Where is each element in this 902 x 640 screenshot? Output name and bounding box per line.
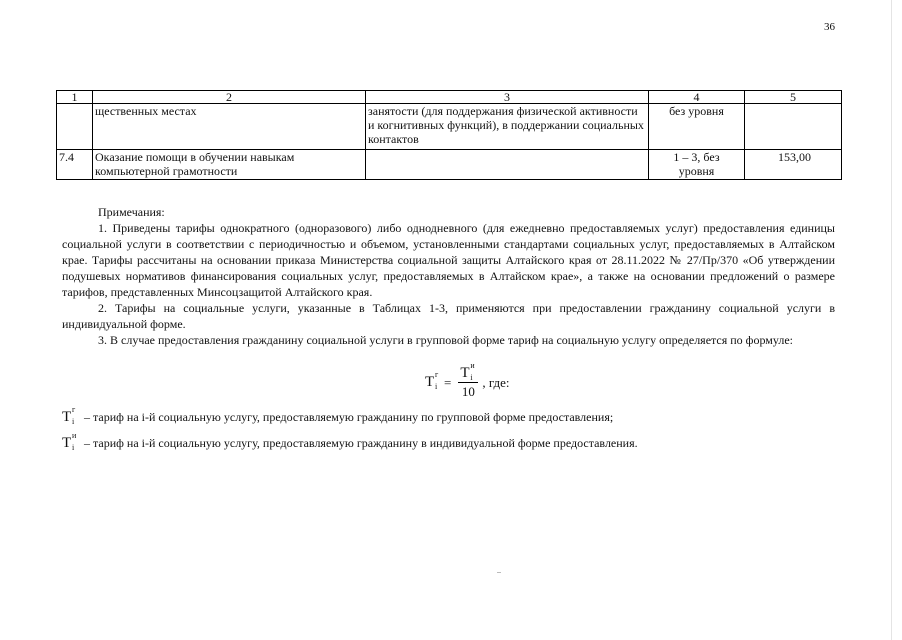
service-name-cell: щественных местах [93, 104, 366, 150]
notes-section [62, 204, 835, 348]
definition-individual-tariff [62, 430, 638, 452]
row-number-cell: 7.4 [57, 150, 93, 180]
row-number-cell [57, 104, 93, 150]
service-level-cell: без уровня [649, 104, 745, 150]
note-paragraph-1: 1. Приведены тарифы однократного (одноразового) либо однодневного (для ежедневно предоставляемых услуг) предоставления единицы социальной услуги в соответствии с периодичностью и объемом, установленными стандартами социальных услуг, предоставляемых в Алтайском крае. Тарифы рассчитаны на основании приказа Министерства социальной защиты Алтайского края от 28.11.2022 № 27/Пр/370 «Об утверждении подушевых нормативов финансирования социальных услуг, предоставляемых в Алтайском крае», а также на основании предложений о размере тарифов, представленных Минсоцзащитой Алтайского края. [62, 221, 835, 299]
page-number: 36 [824, 21, 835, 33]
notes-heading: Примечания: [98, 205, 165, 219]
individual-tariff-symbol: T и i [62, 430, 77, 452]
service-content-cell [366, 150, 649, 180]
group-tariff-symbol: T г i [62, 404, 76, 426]
tariff-cell: 153,00 [745, 150, 842, 180]
formula-denominator: 10 [461, 384, 475, 399]
header-cell-3: 3 [366, 91, 649, 104]
scan-mark [497, 572, 501, 573]
tariff-formula [425, 361, 510, 400]
header-cell-2: 2 [93, 91, 366, 104]
definition-group-text: – тариф на i-й социальную услугу, предоставляемую гражданину по групповой форме предоставления; [84, 410, 614, 424]
header-cell-1: 1 [57, 91, 93, 104]
table-row [57, 104, 842, 150]
page-edge-line [891, 0, 892, 640]
individual-tariff-symbol: T и i [460, 361, 475, 382]
group-tariff-symbol: T г i [425, 370, 439, 391]
formula-suffix: , где: [482, 374, 510, 390]
definition-group-tariff [62, 404, 614, 426]
tariff-table [56, 90, 842, 180]
formula-fraction [458, 361, 478, 400]
service-name-cell: Оказание помощи в обучении навыкам компьютерной грамотности [93, 150, 366, 180]
table-row [57, 150, 842, 180]
table-header-row [57, 91, 842, 104]
service-level-cell: 1 – 3, без уровня [649, 150, 745, 180]
service-content-cell: занятости (для поддержания физической активности и когнитивных функций), в поддержании социальных контактов [366, 104, 649, 150]
header-cell-5: 5 [745, 91, 842, 104]
definition-individual-text: – тариф на i-й социальную услугу, предоставляемую гражданину в индивидуальной форме предоставления. [84, 436, 638, 450]
note-paragraph-2: 2. Тарифы на социальные услуги, указанные в Таблицах 1-3, применяются при предоставлении гражданину социальной услуги в индивидуальной форме. [62, 301, 835, 331]
note-paragraph-3: 3. В случае предоставления гражданину социальной услуги в групповой форме тариф на социальную услугу определяется по формуле: [98, 333, 793, 347]
tariff-cell [745, 104, 842, 150]
equals-sign: = [444, 374, 452, 390]
header-cell-4: 4 [649, 91, 745, 104]
